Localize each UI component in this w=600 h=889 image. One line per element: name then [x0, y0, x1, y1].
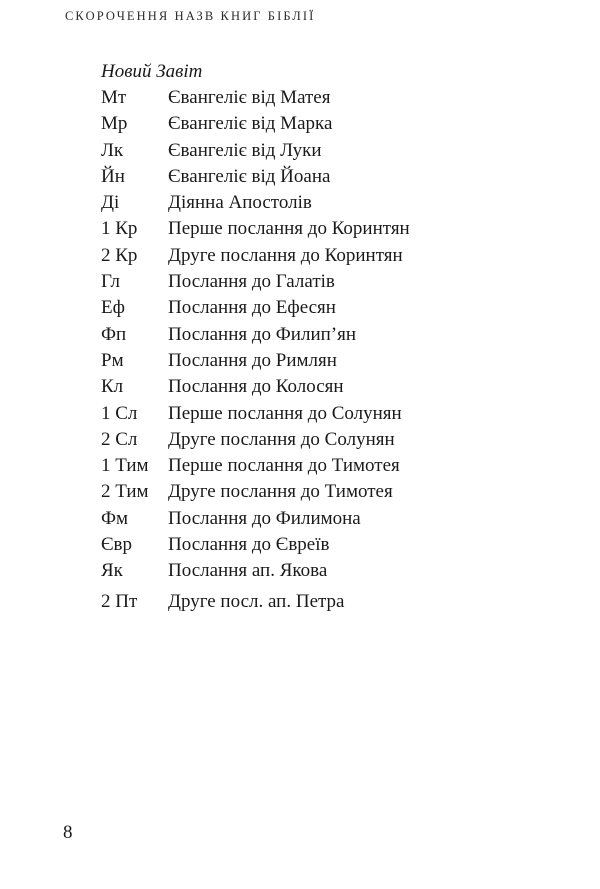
- book-name: Друге послання до Коринтян: [168, 244, 403, 266]
- list-item: [101, 589, 410, 615]
- abbreviation: Рм: [101, 349, 124, 371]
- abbreviation: Ді: [101, 192, 120, 214]
- abbreviation: 2 Тим: [101, 481, 149, 503]
- running-head: СКОРОЧЕННЯ НАЗВ КНИГ БІБЛІЇ: [65, 9, 316, 23]
- book-name: Перше послання до Тимотея: [168, 455, 400, 477]
- abbreviation: Мр: [101, 113, 128, 135]
- list-item: [101, 322, 410, 348]
- list-item: [101, 427, 410, 453]
- abbreviation: Лк: [101, 139, 124, 161]
- list-item: [101, 85, 410, 111]
- book-name: Послання до Ефесян: [168, 297, 336, 319]
- book-name: Перше послання до Коринтян: [168, 218, 410, 240]
- list-item: [101, 269, 410, 295]
- abbreviation: 2 Сл: [101, 428, 138, 450]
- list-item: [101, 138, 410, 164]
- abbreviation: Йн: [101, 165, 125, 187]
- book-name: Перше послання до Солунян: [168, 402, 402, 424]
- abbreviation: Євр: [101, 534, 133, 556]
- book-name: Друге послання до Тимотея: [168, 481, 393, 503]
- abbreviation: Мт: [101, 87, 127, 108]
- book-name: Друге послання до Солунян: [168, 428, 395, 450]
- list-item: [101, 558, 410, 584]
- list-item: [101, 243, 410, 269]
- new-testament-section: [101, 59, 410, 615]
- list-item: [101, 374, 410, 400]
- abbreviation: 2 Пт: [101, 590, 138, 612]
- book-name: Євангеліє від Марка: [168, 113, 333, 135]
- abbreviation: 1 Сл: [101, 402, 138, 424]
- list-item: [101, 190, 410, 216]
- page-number: 8: [63, 822, 73, 843]
- book-name: Послання до Филимона: [168, 507, 361, 529]
- list-item: [101, 295, 410, 321]
- book-name: Послання ап. Якова: [168, 560, 328, 582]
- book-name: Діянна Апостолів: [168, 192, 312, 214]
- book-name: Послання до Филип’ян: [168, 323, 357, 345]
- section-title: Новий Завіт: [101, 61, 203, 82]
- abbreviation: Як: [101, 560, 123, 582]
- abbreviation-list: [101, 85, 410, 615]
- list-item: [101, 348, 410, 374]
- list-item: [101, 532, 410, 558]
- book-name: Послання до Євреїв: [168, 534, 330, 556]
- book-name: Євангеліє від Матея: [168, 87, 331, 108]
- book-name: Послання до Галатів: [168, 271, 335, 293]
- list-item: [101, 111, 410, 137]
- list-item: [101, 401, 410, 427]
- book-name: Євангеліє від Йоана: [168, 165, 331, 187]
- abbreviation: Кл: [101, 376, 124, 398]
- list-item: [101, 479, 410, 505]
- book-name: Послання до Колосян: [168, 376, 344, 398]
- abbreviation: Еф: [101, 297, 125, 319]
- abbreviation: 1 Кр: [101, 218, 138, 240]
- abbreviation: Фм: [101, 507, 129, 529]
- book-name: Друге посл. ап. Петра: [168, 590, 345, 612]
- list-item: [101, 453, 410, 479]
- list-item: [101, 506, 410, 532]
- list-item: [101, 216, 410, 242]
- book-name: Євангеліє від Луки: [168, 139, 322, 161]
- abbreviation: Гл: [101, 271, 121, 293]
- abbreviation: 2 Кр: [101, 244, 138, 266]
- list-item: [101, 164, 410, 190]
- abbreviation: 1 Тим: [101, 455, 149, 477]
- book-name: Послання до Римлян: [168, 349, 337, 371]
- abbreviation: Фп: [101, 323, 127, 345]
